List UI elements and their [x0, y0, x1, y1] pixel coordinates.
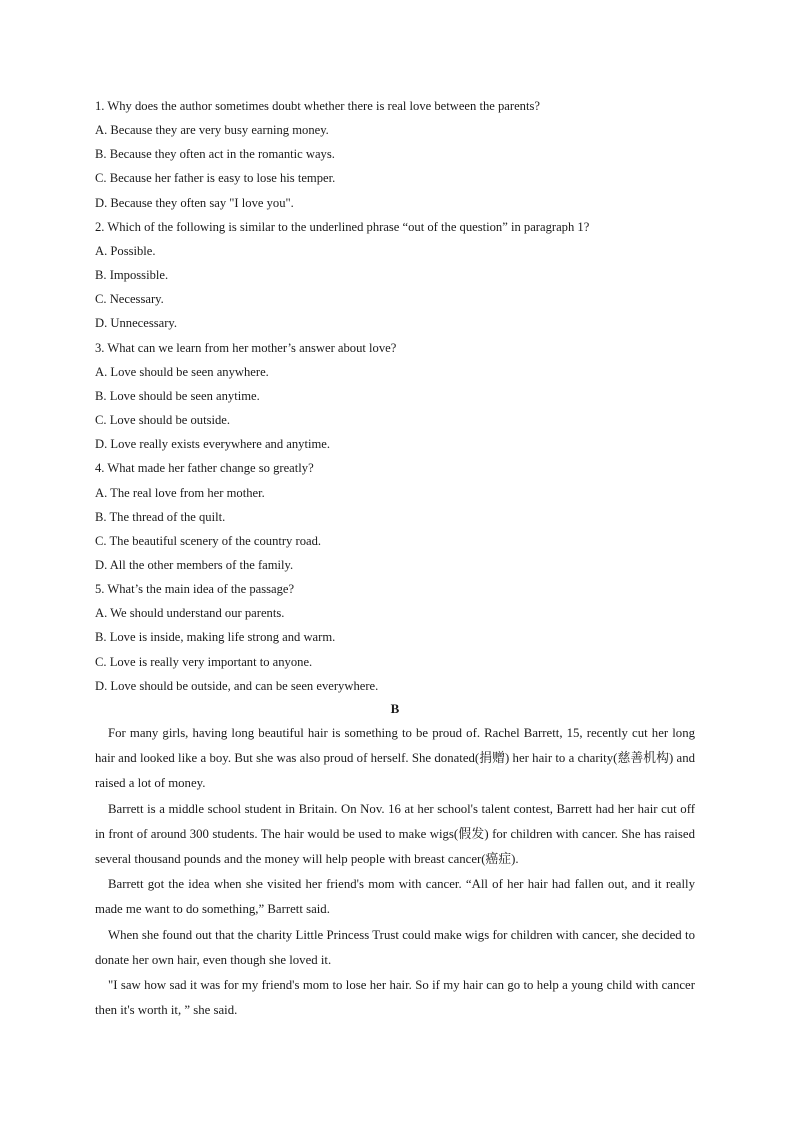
section-b-title: B: [390, 700, 400, 716]
option-a: A. The real love from her mother.: [95, 485, 265, 500]
option-b: B. Love should be seen anytime.: [95, 388, 260, 403]
option-b: B. The thread of the quilt.: [95, 509, 226, 524]
option-b: B. Impossible.: [95, 268, 169, 283]
question-stem: 3. What can we learn from her mother’s answer about love?: [95, 340, 397, 355]
passage-paragraph: When she found out that the charity Little Princess Trust could make wigs for children with cancer, she decided to donate her own hair, even though she loved it.: [95, 927, 695, 967]
question-stem: 2. Which of the following is similar to the underlined phrase “out of the question” in paragraph 1?: [95, 219, 590, 234]
question-5: [95, 577, 695, 698]
option-c: C. Because her father is easy to lose his temper.: [95, 171, 336, 186]
option-c: C. Love is really very important to anyone.: [95, 654, 313, 669]
option-b: B. Because they often act in the romantic ways.: [95, 147, 335, 162]
passage-paragraph: For many girls, having long beautiful hair is something to be proud of. Rachel Barrett, 15, recently cut her long hair and looked like a boy. But she was also proud of herself. She donated(捐赠) her hair to a charity(慈善机构) and raised a lot of money.: [95, 725, 695, 791]
option-d: D. Love should be outside, and can be seen everywhere.: [95, 678, 379, 693]
option-a: A. Love should be seen anywhere.: [95, 364, 269, 379]
option-c: C. Necessary.: [95, 292, 164, 307]
section-b-passage: [95, 721, 695, 1023]
passage-paragraph: "I saw how sad it was for my friend's mom to lose her hair. So if my hair can go to help a young child with cancer then it's worth it, ” she said.: [95, 977, 695, 1018]
option-c: C. Love should be outside.: [95, 413, 231, 428]
question-1: [95, 94, 695, 215]
passage-paragraph: Barrett got the idea when she visited her friend's mom with cancer. “All of her hair had fallen out, and it really made me want to do something,” Barrett said.: [95, 877, 695, 917]
question-stem: 4. What made her father change so greatly?: [95, 461, 314, 476]
option-d: D. Unnecessary.: [95, 316, 178, 331]
option-a: A. Possible.: [95, 243, 156, 258]
option-a: A. Because they are very busy earning money.: [95, 123, 329, 138]
option-d: D. Because they often say "I love you".: [95, 195, 294, 210]
option-b: B. Love is inside, making life strong and warm.: [95, 630, 336, 645]
option-a: A. We should understand our parents.: [95, 606, 285, 621]
option-d: D. All the other members of the family.: [95, 557, 294, 572]
question-stem: 5. What’s the main idea of the passage?: [95, 582, 295, 597]
question-2: [95, 215, 695, 336]
option-d: D. Love really exists everywhere and anytime.: [95, 437, 330, 452]
option-c: C. The beautiful scenery of the country road.: [95, 533, 322, 548]
question-3: [95, 336, 695, 457]
document-page: [95, 94, 695, 1023]
passage-paragraph: Barrett is a middle school student in Britain. On Nov. 16 at her school's talent contest, Barrett had her hair cut off in front of around 300 students. The hair would be used to make wigs(假发) for children with cancer. She has raised several thousand pounds and the money will help people with breast cancer(癌症).: [95, 801, 695, 866]
question-4: [95, 456, 695, 577]
question-stem: 1. Why does the author sometimes doubt whether there is real love between the parents?: [95, 99, 540, 113]
